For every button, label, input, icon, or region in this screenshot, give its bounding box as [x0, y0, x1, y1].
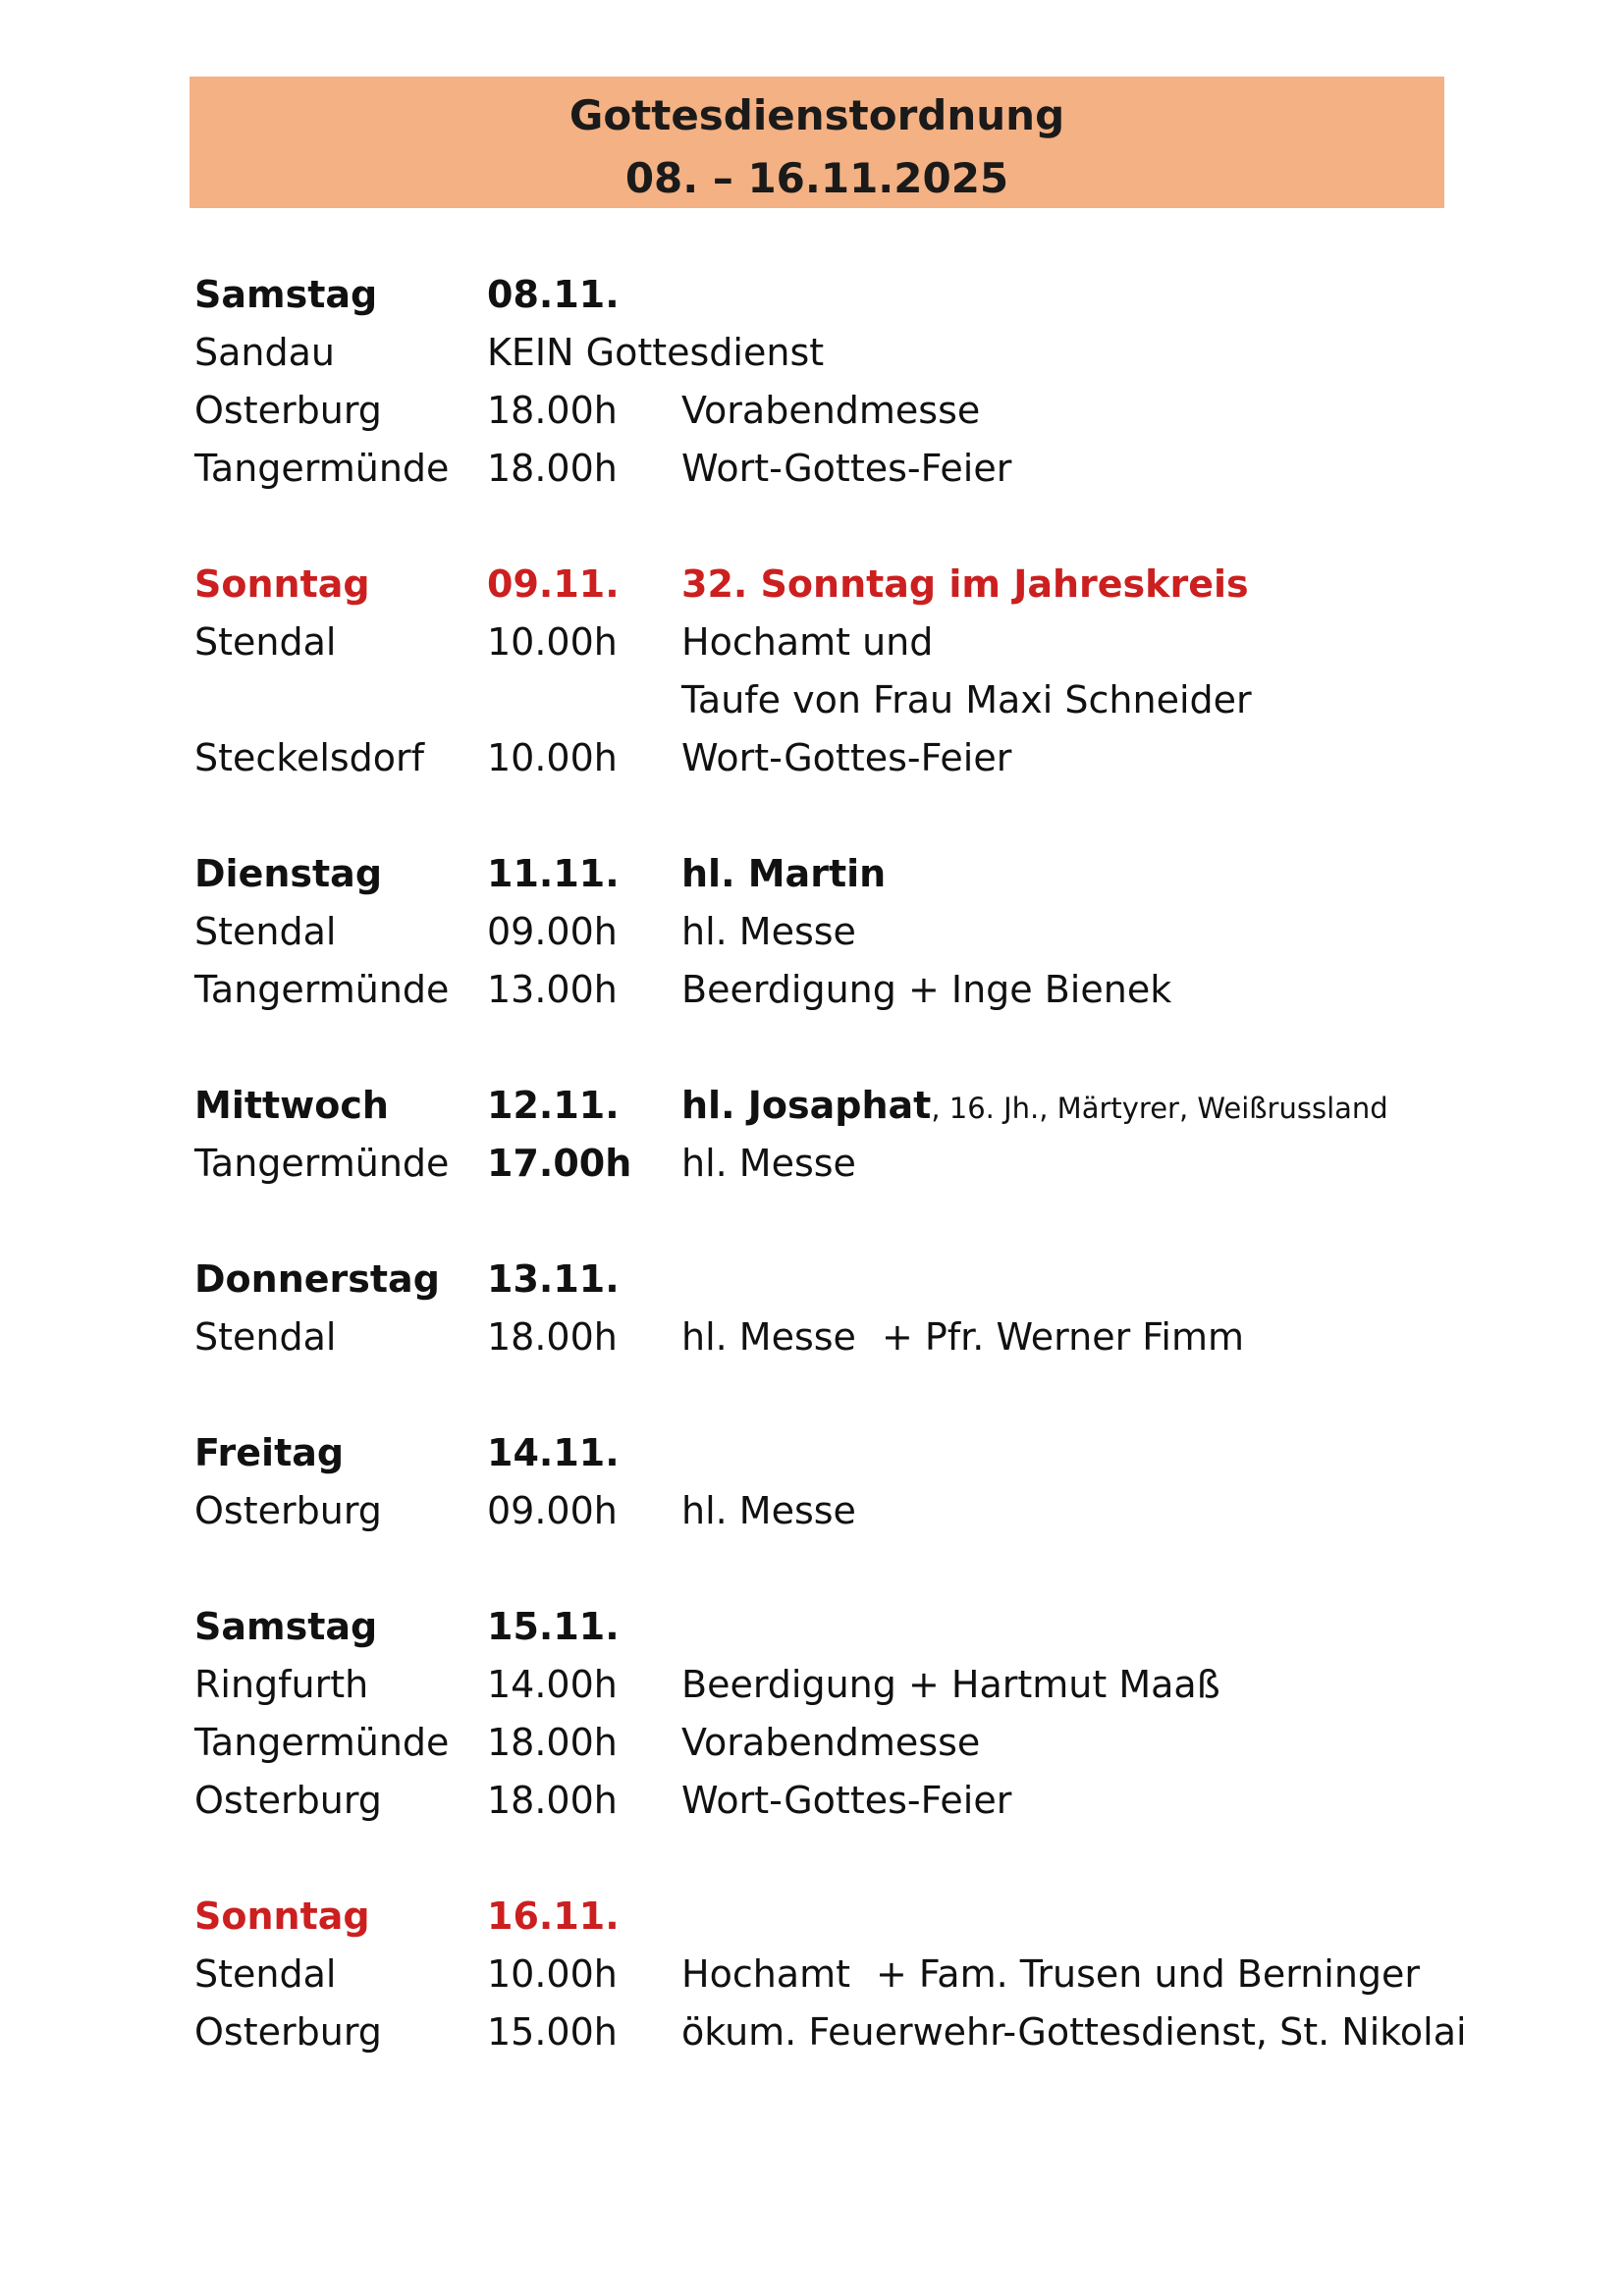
day-heading	[194, 555, 1569, 613]
weekday: Samstag	[194, 1604, 378, 1648]
weekday: Donnerstag	[194, 1256, 440, 1301]
service-row	[194, 1134, 1569, 1192]
weekday: Dienstag	[194, 851, 383, 895]
place: Osterburg	[194, 2009, 382, 2054]
note: + Fam. Trusen und Berninger	[876, 1951, 1421, 1996]
service: ökum. Feuerwehr-Gottesdienst, St. Nikolai	[681, 2009, 1467, 2054]
weekday: Samstag	[194, 272, 378, 316]
date: 09.11.	[487, 561, 620, 606]
service: Wort-Gottes-Feier	[681, 446, 1012, 490]
service-row	[194, 1308, 1569, 1365]
day-heading	[194, 1076, 1569, 1134]
time: 10.00h	[487, 619, 618, 664]
time: 17.00h	[487, 1141, 632, 1185]
service: hl. Messe	[681, 1488, 856, 1532]
day-block	[194, 1423, 1569, 1539]
time: 13.00h	[487, 967, 618, 1011]
day-heading	[194, 1887, 1569, 1945]
occasion: hl. Josaphat	[681, 1083, 932, 1127]
day-block	[194, 555, 1569, 786]
occasion-wrap	[681, 1084, 1569, 1127]
date: 14.11.	[487, 1430, 620, 1474]
service: Wort-Gottes-Feier	[681, 1778, 1012, 1822]
time: 15.00h	[487, 2009, 618, 2054]
date: 12.11.	[487, 1083, 620, 1127]
weekday: Freitag	[194, 1430, 345, 1474]
service: Wort-Gottes-Feier	[681, 735, 1012, 779]
occasion: hl. Martin	[681, 851, 887, 895]
service: Vorabendmesse	[681, 1720, 981, 1764]
time: 18.00h	[487, 1720, 618, 1764]
time: 18.00h	[487, 1778, 618, 1822]
service-wrap	[681, 1315, 1569, 1359]
service-row	[194, 1771, 1569, 1829]
place: Stendal	[194, 1951, 337, 1996]
weekday: Sonntag	[194, 1894, 370, 1938]
place: Tangermünde	[194, 446, 450, 490]
service-row	[194, 960, 1569, 1018]
service-row	[194, 2002, 1569, 2060]
day-block	[194, 844, 1569, 1018]
note: + Pfr. Werner Fimm	[881, 1314, 1244, 1359]
date: 11.11.	[487, 851, 620, 895]
service: hl. Messe	[681, 909, 856, 953]
page-title: Gottesdienstordnung	[568, 91, 1065, 139]
day-block	[194, 1597, 1569, 1829]
day-heading	[194, 1250, 1569, 1308]
service: Beerdigung + Inge Bienek	[681, 967, 1172, 1011]
service-row	[194, 1713, 1569, 1771]
date: 15.11.	[487, 1604, 620, 1648]
service: Hochamt	[681, 1951, 851, 1996]
occasion-note: , 16. Jh., Märtyrer, Weißrussland	[931, 1091, 1388, 1125]
time: 18.00h	[487, 388, 618, 432]
place: Tangermünde	[194, 1141, 450, 1185]
schedule	[194, 265, 1569, 2118]
place: Ringfurth	[194, 1662, 369, 1706]
date-range: 08. – 16.11.2025	[624, 154, 1009, 202]
place: Tangermünde	[194, 967, 450, 1011]
service-row	[194, 902, 1569, 960]
service: hl. Messe	[681, 1141, 856, 1185]
time: 09.00h	[487, 1488, 618, 1532]
service-row	[194, 439, 1569, 497]
service-row	[194, 613, 1569, 670]
place: Stendal	[194, 619, 337, 664]
service: Hochamt und	[681, 619, 934, 664]
place: Osterburg	[194, 388, 382, 432]
weekday: Mittwoch	[194, 1083, 389, 1127]
time: KEIN Gottesdienst	[487, 330, 825, 374]
time: 18.00h	[487, 446, 618, 490]
service-row	[194, 1655, 1569, 1713]
time: 18.00h	[487, 1314, 618, 1359]
weekday: Sonntag	[194, 561, 370, 606]
date: 08.11.	[487, 272, 620, 316]
date: 16.11.	[487, 1894, 620, 1938]
service-row	[194, 728, 1569, 786]
place: Osterburg	[194, 1778, 382, 1822]
day-heading	[194, 1597, 1569, 1655]
service-row	[194, 670, 1569, 728]
day-block	[194, 1250, 1569, 1365]
place: Steckelsdorf	[194, 735, 425, 779]
service-row	[194, 323, 1569, 381]
service-row	[194, 1481, 1569, 1539]
day-heading	[194, 844, 1569, 902]
date: 13.11.	[487, 1256, 620, 1301]
occasion: 32. Sonntag im Jahreskreis	[681, 561, 1249, 606]
day-block	[194, 1076, 1569, 1192]
title-banner	[189, 77, 1444, 208]
service: Vorabendmesse	[681, 388, 981, 432]
place: Osterburg	[194, 1488, 382, 1532]
time: 10.00h	[487, 735, 618, 779]
place: Stendal	[194, 909, 337, 953]
day-block	[194, 1887, 1569, 2060]
day-heading	[194, 1423, 1569, 1481]
service: Taufe von Frau Maxi Schneider	[681, 677, 1252, 721]
service-row	[194, 381, 1569, 439]
place: Tangermünde	[194, 1720, 450, 1764]
place: Stendal	[194, 1314, 337, 1359]
day-heading	[194, 265, 1569, 323]
time: 14.00h	[487, 1662, 618, 1706]
time: 09.00h	[487, 909, 618, 953]
place: Sandau	[194, 330, 335, 374]
day-block	[194, 265, 1569, 497]
service: Beerdigung + Hartmut Maaß	[681, 1662, 1220, 1706]
service-row	[194, 1945, 1569, 2002]
service: hl. Messe	[681, 1314, 856, 1359]
time: 10.00h	[487, 1951, 618, 1996]
service-wrap	[681, 1952, 1569, 1996]
